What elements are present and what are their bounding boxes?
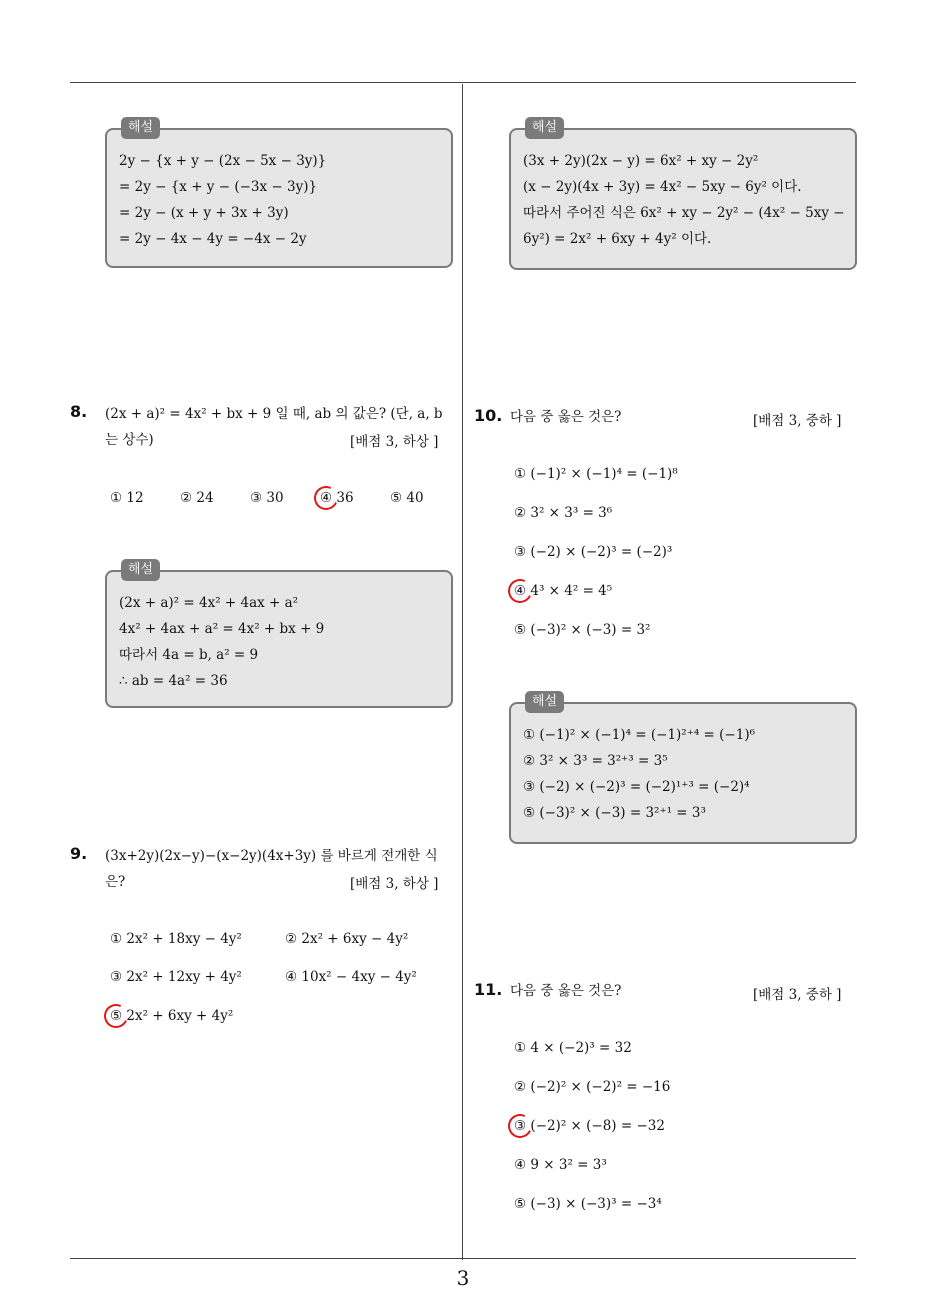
solution-box-q10 (509, 694, 857, 844)
question-number: 8. (70, 402, 88, 421)
option[interactable]: ④ 10x² − 4xy − 4y² (285, 969, 417, 985)
solution-line: 2y − {x + y − (2x − 5x − 3y)} (119, 153, 327, 169)
solution-box-q8 (105, 562, 453, 708)
option[interactable]: ② 2x² + 6xy − 4y² (285, 931, 409, 947)
question-text: 다음 중 옳은 것은? (510, 409, 622, 425)
question-text: (3x+2y)(2x−y)−(x−2y)(4x+3y) 를 바르게 전개한 식은? (105, 848, 438, 890)
answer-mark (505, 576, 536, 607)
option[interactable]: ① 2x² + 18xy − 4y² (110, 931, 242, 947)
option[interactable]: ① 12 (110, 490, 144, 506)
solution-line: 따라서 4a = b, a² = 9 (119, 647, 259, 663)
top-rule (70, 82, 856, 83)
option[interactable]: ⑤ 2x² + 6xy + 4y² (110, 1008, 234, 1024)
solution-line: 4x² + 4ax + a² = 4x² + bx + 9 (119, 621, 325, 637)
solution-line: ① (−1)² × (−1)⁴ = (−1)²⁺⁴ = (−1)⁶ (523, 727, 755, 743)
answer-mark (311, 483, 342, 514)
option[interactable]: ④ 4³ × 4² = 4⁵ (514, 583, 613, 599)
option[interactable]: ① 4 × (−2)³ = 32 (514, 1040, 632, 1056)
score-label: [배점 3, 중하 ] (753, 413, 842, 429)
page-number: 3 (456, 1266, 470, 1290)
solution-box-q7 (105, 120, 453, 268)
question-text: (2x + a)² = 4x² + bx + 9 일 때, ab 의 값은? (단, a, b 는 상수) (105, 406, 443, 448)
answer-mark (505, 1111, 536, 1142)
question-number: 10. (474, 406, 503, 425)
solution-line: = 2y − {x + y − (−3x − 3y)} (119, 179, 318, 195)
solution-tag: 해설 (525, 691, 564, 713)
solution-line: 따라서 주어진 식은 6x² + xy − 2y² − (4x² − 5xy − 6y²) = 2x² + 6xy + 4y² 이다. (523, 205, 845, 247)
solution-line: (2x + a)² = 4x² + 4ax + a² (119, 595, 299, 611)
solution-line: ∴ ab = 4a² = 36 (119, 673, 228, 689)
score-label: [배점 3, 하상 ] (350, 434, 439, 450)
solution-line: (x − 2y)(4x + 3y) = 4x² − 5xy − 6y² 이다. (523, 179, 802, 195)
option[interactable]: ② (−2)² × (−2)² = −16 (514, 1079, 671, 1095)
option[interactable]: ③ 30 (250, 490, 284, 506)
solution-line: ③ (−2) × (−2)³ = (−2)¹⁺³ = (−2)⁴ (523, 779, 750, 795)
question-text: 다음 중 옳은 것은? (510, 983, 622, 999)
option[interactable]: ⑤ 40 (390, 490, 424, 506)
solution-tag: 해설 (121, 117, 160, 139)
option[interactable]: ③ (−2) × (−2)³ = (−2)³ (514, 544, 673, 560)
option[interactable]: ③ 2x² + 12xy + 4y² (110, 969, 242, 985)
option[interactable]: ⑤ (−3)² × (−3) = 3² (514, 622, 651, 638)
score-label: [배점 3, 하상 ] (350, 876, 439, 892)
option[interactable]: ③ (−2)² × (−8) = −32 (514, 1118, 665, 1134)
question-number: 11. (474, 980, 503, 999)
column-divider (462, 84, 463, 1260)
option[interactable]: ② 24 (180, 490, 214, 506)
solution-line: ② 3² × 3³ = 3²⁺³ = 3⁵ (523, 753, 668, 769)
option[interactable]: ④ 36 (320, 490, 354, 506)
solution-tag: 해설 (121, 559, 160, 581)
option[interactable]: ② 3² × 3³ = 3⁶ (514, 505, 613, 521)
answer-mark (101, 1001, 132, 1032)
solution-line: = 2y − (x + y + 3x + 3y) (119, 205, 289, 221)
solution-line: ⑤ (−3)² × (−3) = 3²⁺¹ = 3³ (523, 805, 706, 821)
option[interactable]: ④ 9 × 3² = 3³ (514, 1157, 607, 1173)
solution-box-right-top (509, 120, 857, 270)
option[interactable]: ⑤ (−3) × (−3)³ = −3⁴ (514, 1196, 662, 1212)
solution-line: (3x + 2y)(2x − y) = 6x² + xy − 2y² (523, 153, 759, 169)
bottom-rule (70, 1258, 856, 1259)
score-label: [배점 3, 중하 ] (753, 987, 842, 1003)
question-number: 9. (70, 844, 88, 863)
solution-line: = 2y − 4x − 4y = −4x − 2y (119, 231, 307, 247)
option[interactable]: ① (−1)² × (−1)⁴ = (−1)⁸ (514, 466, 678, 482)
solution-tag: 해설 (525, 117, 564, 139)
